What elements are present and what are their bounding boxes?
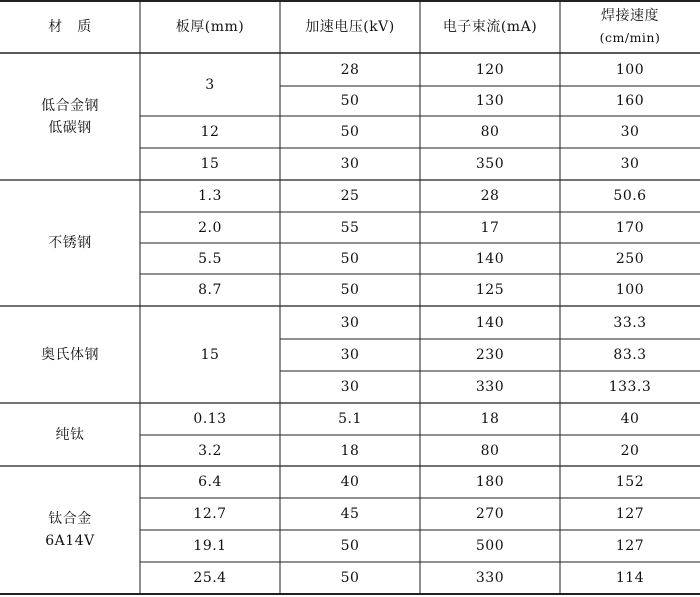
material-cell: [0, 306, 140, 403]
material-label: 奥氏体钢: [41, 346, 99, 363]
current-cell: 230: [475, 347, 505, 363]
thickness-cell: 25.4: [193, 570, 227, 586]
speed-cell: 33.3: [613, 314, 647, 331]
current-cell: 28: [480, 188, 500, 204]
current-cell: 17: [480, 219, 500, 236]
header-speed: [560, 0, 700, 53]
material-label: 低碳钢: [48, 119, 92, 136]
current-cell: 330: [475, 570, 505, 586]
current-cell: 180: [475, 474, 505, 490]
voltage-cell: 50: [340, 538, 360, 554]
material-label: 纯钛: [55, 426, 85, 443]
voltage-cell: 50: [340, 282, 360, 298]
voltage-cell: 18: [340, 442, 360, 459]
current-cell: 330: [475, 379, 505, 395]
voltage-cell: 25: [340, 188, 360, 204]
current-cell: 18: [480, 411, 500, 427]
current-cell: 140: [475, 314, 505, 331]
thickness-cell: 12.7: [193, 506, 227, 522]
current-cell: 80: [480, 124, 500, 140]
thickness-cell: 5.5: [198, 250, 222, 267]
speed-cell: 152: [615, 474, 645, 490]
voltage-cell: 28: [340, 61, 360, 78]
voltage-cell: 50: [340, 124, 360, 140]
speed-cell: 40: [620, 411, 640, 427]
header-current: 电子束流(mA): [442, 18, 538, 35]
speed-cell: 50.6: [613, 188, 647, 204]
header-material: 材 质: [48, 18, 92, 35]
voltage-cell: 30: [340, 314, 360, 331]
voltage-cell: 50: [340, 570, 360, 586]
current-cell: 120: [475, 61, 505, 78]
thickness-cell: 15: [200, 346, 220, 363]
material-cell: [0, 180, 140, 306]
thickness-cell: 1.3: [198, 188, 222, 204]
voltage-cell: 55: [340, 219, 360, 236]
thickness-cell: 19.1: [193, 538, 227, 554]
speed-cell: 100: [615, 61, 645, 78]
thickness-cell: 6.4: [198, 474, 222, 490]
header-thickness: 板厚(mm): [175, 18, 245, 35]
thickness-cell: 3: [205, 76, 215, 93]
speed-cell: 127: [615, 506, 645, 522]
current-cell: 130: [475, 93, 505, 109]
speed-cell: 160: [615, 93, 645, 109]
voltage-cell: 40: [340, 474, 360, 490]
material-label: 不锈钢: [48, 235, 92, 251]
thickness-cell: 8.7: [198, 282, 222, 298]
speed-cell: 170: [615, 219, 645, 236]
speed-cell: 30: [620, 156, 640, 172]
thickness-cell: 15: [200, 156, 220, 172]
speed-cell: 100: [615, 282, 645, 298]
current-cell: 350: [475, 156, 505, 172]
current-cell: 140: [475, 250, 505, 267]
voltage-cell: 30: [340, 347, 360, 363]
header-voltage: 加速电压(kV): [305, 18, 395, 35]
voltage-cell: 50: [340, 250, 360, 267]
voltage-cell: 45: [340, 506, 360, 522]
voltage-cell: 50: [340, 93, 360, 109]
speed-cell: 127: [615, 538, 645, 554]
header-speed-unit: (cm/min): [599, 29, 661, 45]
material-label: 钛合金: [48, 511, 92, 527]
speed-cell: 20: [620, 442, 640, 459]
material-label: 低合金钢: [41, 97, 99, 114]
current-cell: 500: [475, 538, 505, 554]
material-cell: [0, 403, 140, 466]
speed-cell: 83.3: [613, 347, 647, 363]
material-label: 6A14V: [45, 533, 95, 549]
thickness-cell: 0.13: [193, 411, 227, 427]
current-cell: 125: [475, 282, 505, 298]
current-cell: 80: [480, 442, 500, 459]
speed-cell: 30: [620, 124, 640, 140]
thickness-cell: 2.0: [198, 219, 222, 236]
voltage-cell: 5.1: [338, 411, 362, 427]
thickness-cell: 12: [200, 124, 220, 140]
speed-cell: 133.3: [608, 379, 652, 395]
current-cell: 270: [475, 506, 505, 522]
voltage-cell: 30: [340, 379, 360, 395]
voltage-cell: 30: [340, 156, 360, 172]
material-cell: [0, 53, 140, 180]
header-speed-title: 焊接速度: [601, 7, 659, 24]
speed-cell: 250: [615, 250, 645, 267]
speed-cell: 114: [615, 570, 645, 586]
thickness-cell: 3.2: [198, 442, 222, 459]
material-cell: [0, 466, 140, 594]
